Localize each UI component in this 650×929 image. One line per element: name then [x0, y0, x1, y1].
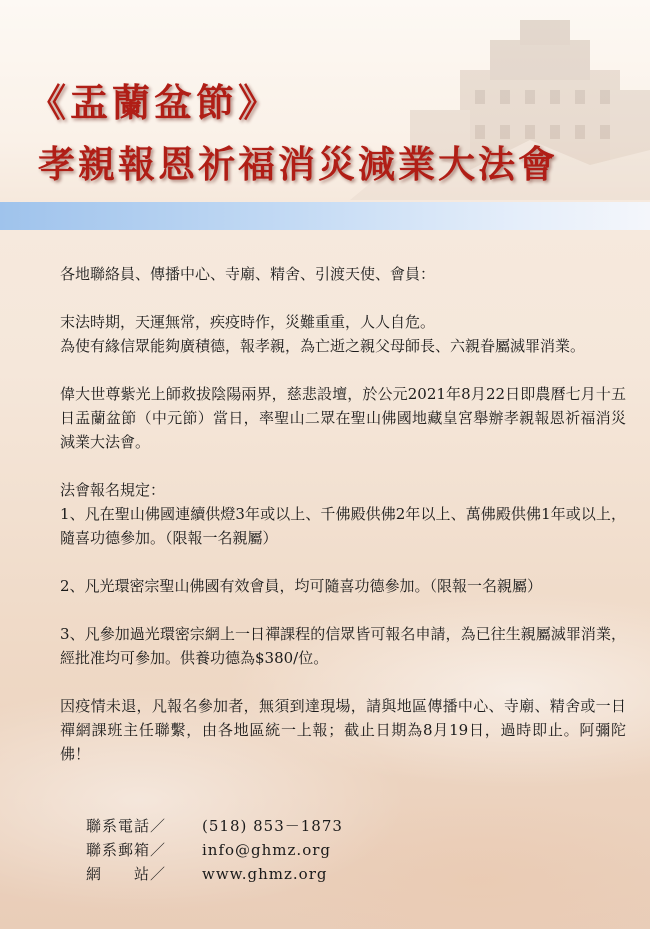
rules-heading: 法會報名規定： — [60, 481, 166, 499]
contact-website-row — [86, 862, 343, 886]
rule-2: 2、凡光環密宗聖山佛國有效會員，均可隨喜功德參加。（限報一名親屬） — [60, 577, 543, 595]
phone-label: 聯系電話／ — [86, 817, 167, 835]
event-title-line2: 孝親報恩祈福消災減業大法會 — [38, 142, 558, 186]
blue-divider-band — [0, 202, 650, 230]
notice-paragraph: 因疫情未退，凡報名參加者，無須到達現場，請與地區傳播中心、寺廟、精舍或一日禪網課班主任聯繫，由各地區統一上報；截止日期為8月19日，過時即止。阿彌陀佛！ — [60, 697, 626, 763]
email-value[interactable]: info@ghmz.org — [202, 841, 332, 859]
intro-line-2: 為使有緣信眾能夠廣積德，報孝親，為亡逝之親父母師長、六親眷屬滅罪消業。 — [60, 337, 586, 355]
contact-block — [86, 814, 343, 886]
rule-1: 1、凡在聖山佛國連續供燈3年或以上、千佛殿供佛2年以上、萬佛殿供佛1年或以上，隨喜功德參加。（限報一名親屬） — [60, 505, 626, 547]
website-label: 網 站／ — [86, 865, 167, 883]
announcement-paragraph: 偉大世尊紫光上師救拔陰陽兩界，慈悲設壇，於公元2021年8月22日即農曆七月十五日盂蘭盆節（中元節）當日，率聖山二眾在聖山佛國地藏皇宮舉辦孝親報恩祈福消災減業大法會。 — [60, 385, 626, 451]
website-value[interactable]: www.ghmz.org — [202, 865, 328, 883]
contact-phone-row — [86, 814, 343, 838]
intro-line-1: 末法時期，天運無常，疾疫時作，災難重重，人人自危。 — [60, 313, 436, 331]
salutation: 各地聯絡員、傳播中心、寺廟、精舍、引渡天使、會員： — [60, 265, 436, 283]
header — [0, 0, 650, 200]
event-title-line1: 《盂蘭盆節》 — [28, 80, 281, 125]
contact-email-row — [86, 838, 343, 862]
phone-value: (518) 853－1873 — [202, 817, 343, 835]
rule-3: 3、凡參加過光環密宗網上一日禪課程的信眾皆可報名申請，為已往生親屬滅罪消業，經批准均可參加。供養功德為$380/位。 — [60, 625, 626, 667]
announcement-body — [60, 262, 626, 766]
email-label: 聯系郵箱／ — [86, 841, 167, 859]
